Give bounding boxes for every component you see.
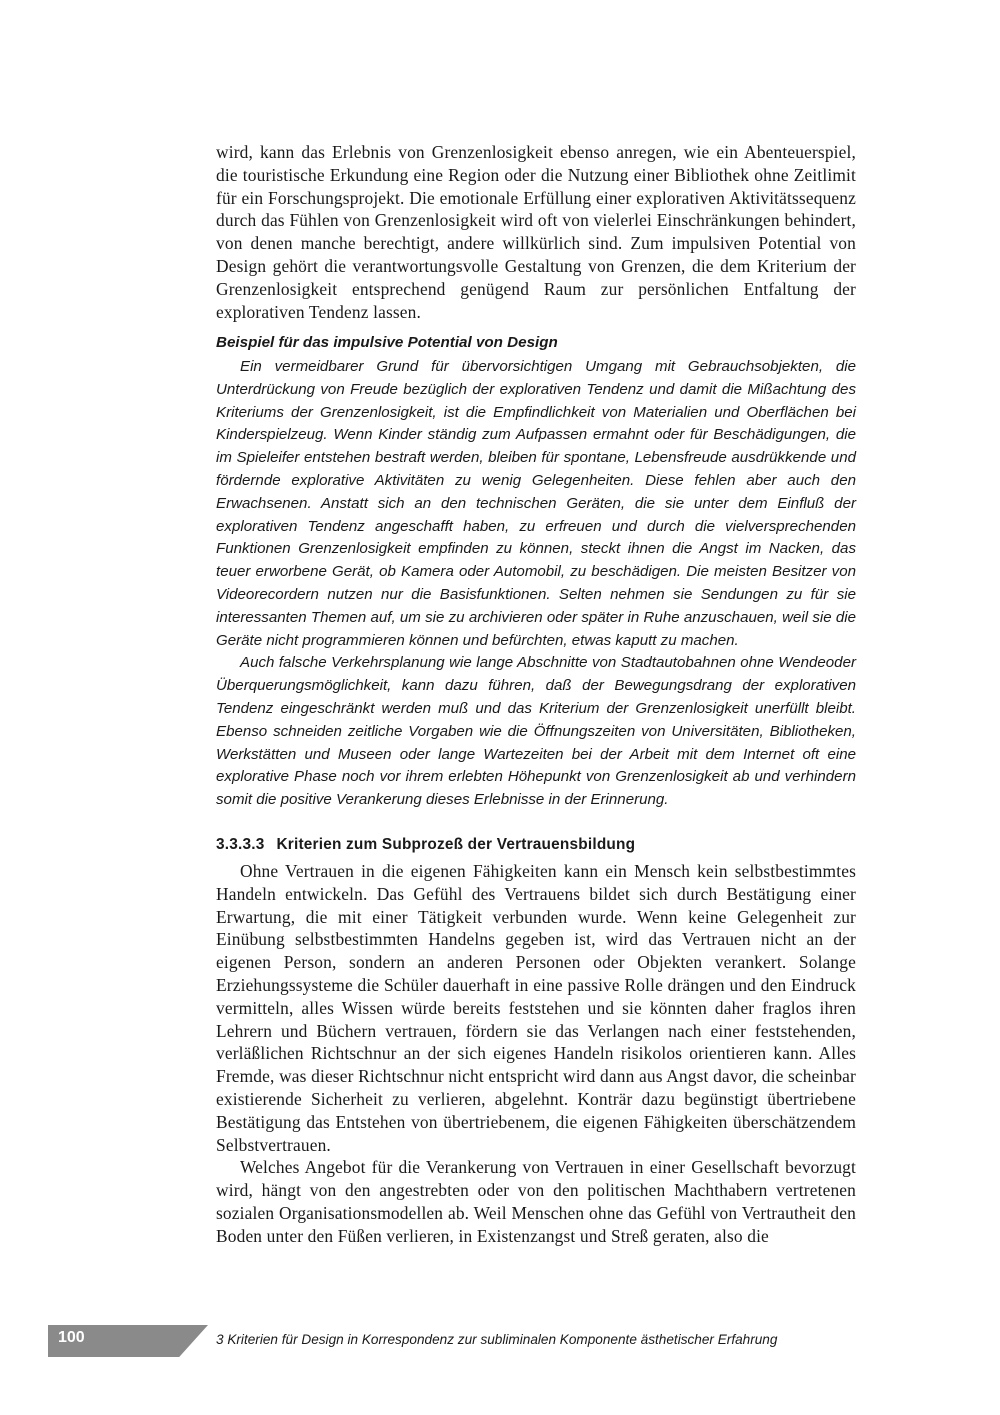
section-title: Kriterien zum Subprozeß der Vertrauensbildung xyxy=(276,836,636,853)
example-paragraph-1: Ein vermeidbarer Grund für übervorsichtigen Umgang mit Gebrauchsobjekten, die Unterdrückung von Freude bezüglich der explorativen Tendenz und damit die Mißachtung des Kriteriums der Grenzenlosigkeit, ist die Empfindlichkeit von Materialien und Oberflächen bei Kinderspielzeug. Wenn Kinder ständig zum Aufpassen ermahnt oder für Beschädigungen, die im Spieleifer entstehen bestraft werden, bleiben für spontane, Lebensfreude ausdrükkende und fördernde explorative Aktivitäten zu wenig Gelegenheiten. Diese fehlen aber auch den Erwachsenen. Anstatt sich an den technischen Geräten, die sie unter dem Einfluß der explorativen Tendenz angeschafft haben, zu erfreuen und durch die vielversprechenden Funktionen Grenzenlosigkeit empfinden zu können, steckt ihnen die Angst im Nacken, das teuer erworbene Gerät, ob Kamera oder Automobil, zu beschädigen. Die meisten Besitzer von Videorecordern nutzen nur die Basisfunktionen. Selten nehmen sie Sendungen zu für sie interessanten Themen auf, um sie zu archivieren oder später in Ruhe anzuschauen, weil sie die Geräte nicht programmieren können und befürchten, etwas kaputt zu machen. xyxy=(216,358,856,649)
example-heading: Beispiel für das impulsive Potential von Design xyxy=(216,334,558,351)
example-text xyxy=(216,356,856,812)
section-heading xyxy=(216,834,856,856)
section-heading-block xyxy=(216,834,856,856)
intro-paragraph: wird, kann das Erlebnis von Grenzenlosigkeit ebenso anregen, wie ein Abenteuerspiel, die touristische Erkundung eine Region oder die Nutzung einer Bibliothek ohne Zeitlimit für ein Forschungsprojekt. Die emotionale Erfüllung einer explorativen Aktivitätssequenz durch das Fühlen von Grenzenlosigkeit wird oft von vielerlei Einschränkungen behindert, von denen manche berechtigt, andere willkürlich sind. Zum impulsiven Potential von Design gehört die verantwortungsvolle Gestaltung von Grenzen, die dem Kriterium der Grenzenlosigkeit entsprechend genügend Raum zur persönlichen Entfaltung der explorativen Tendenz lassen. xyxy=(216,142,856,322)
section-number: 3.3.3.3 xyxy=(216,836,265,853)
intro-text xyxy=(216,141,856,323)
section-paragraph-1: Ohne Vertrauen in die eigenen Fähigkeiten kann ein Mensch kein selbstbestimmtes Handeln entwickeln. Das Gefühl des Vertrauens bildet sich durch Bestätigung einer Erwartung, die mit einer Tätigkeit verbunden wurde. Wenn keine Gelegenheit zur Einübung selbstbestimmten Handelns gegeben ist, wird das Vertrauen nicht an der eigenen Person, sondern an anderen Personen oder Objekten verankert. Solange Erziehungssysteme die Schüler dauerhaft in eine passive Rolle drängen und den Eindruck vermitteln, alles Wissen würde bereits feststehen und sie könnten daher fraglos ihren Lehrern und Büchern vertrauen, fördern sie das Verlangen nach einer feststehenden, verläßlichen Richtschnur an der sich eigenes Handeln risikolos orientieren kann. Alles Fremde, was dieser Richtschnur nicht entspricht wird dann aus Angst davor, die scheinbar existierende Sicherheit zu verlieren, abgelehnt. Konträr dazu begünstigt übertriebene Bestätigung das Entstehen von übertriebenem, die eigenen Fähigkeiten überschätzendem Selbstvertrauen. xyxy=(216,861,856,1155)
section-paragraph-2: Welches Angebot für die Verankerung von Vertrauen in einer Gesellschaft bevorzugt wird, hängt von den angestrebten oder von den politischen Machthabern vertretenen sozialen Organisationsmodellen ab. Weil Menschen ohne das Gefühl von Vertrautheit den Boden unter den Füßen verlieren, in Existenzangst und Streß geraten, also die xyxy=(216,1157,856,1246)
page-number: 100 xyxy=(58,1329,85,1346)
section-text xyxy=(216,860,856,1248)
example-heading-block xyxy=(216,332,856,354)
running-footer: 3 Kriterien für Design in Korrespondenz zur subliminalen Komponente ästhetischer Erfahrung xyxy=(216,1332,778,1347)
example-paragraph-2: Auch falsche Verkehrsplanung wie lange Abschnitte von Stadtautobahnen ohne Wendeoder Überquerungsmöglichkeit, kann dazu führen, daß der Bewegungsdrang der explorativen Tendenz eingeschränkt werden muß und das Kriterium der Grenzenlosigkeit unerfüllt bleibt. Ebenso schneiden zeitliche Vorgaben wie die Öffnungszeiten von Universitäten, Bibliotheken, Werkstätten und Museen oder lange Wartezeiten bei der Arbeit mit dem Internet oft eine explorative Phase noch vor ihrem erlebten Höhepunkt von Grenzenlosigkeit ab und verhindern somit die positive Verankerung dieses Erlebnisse in der Erinnerung. xyxy=(216,654,856,809)
